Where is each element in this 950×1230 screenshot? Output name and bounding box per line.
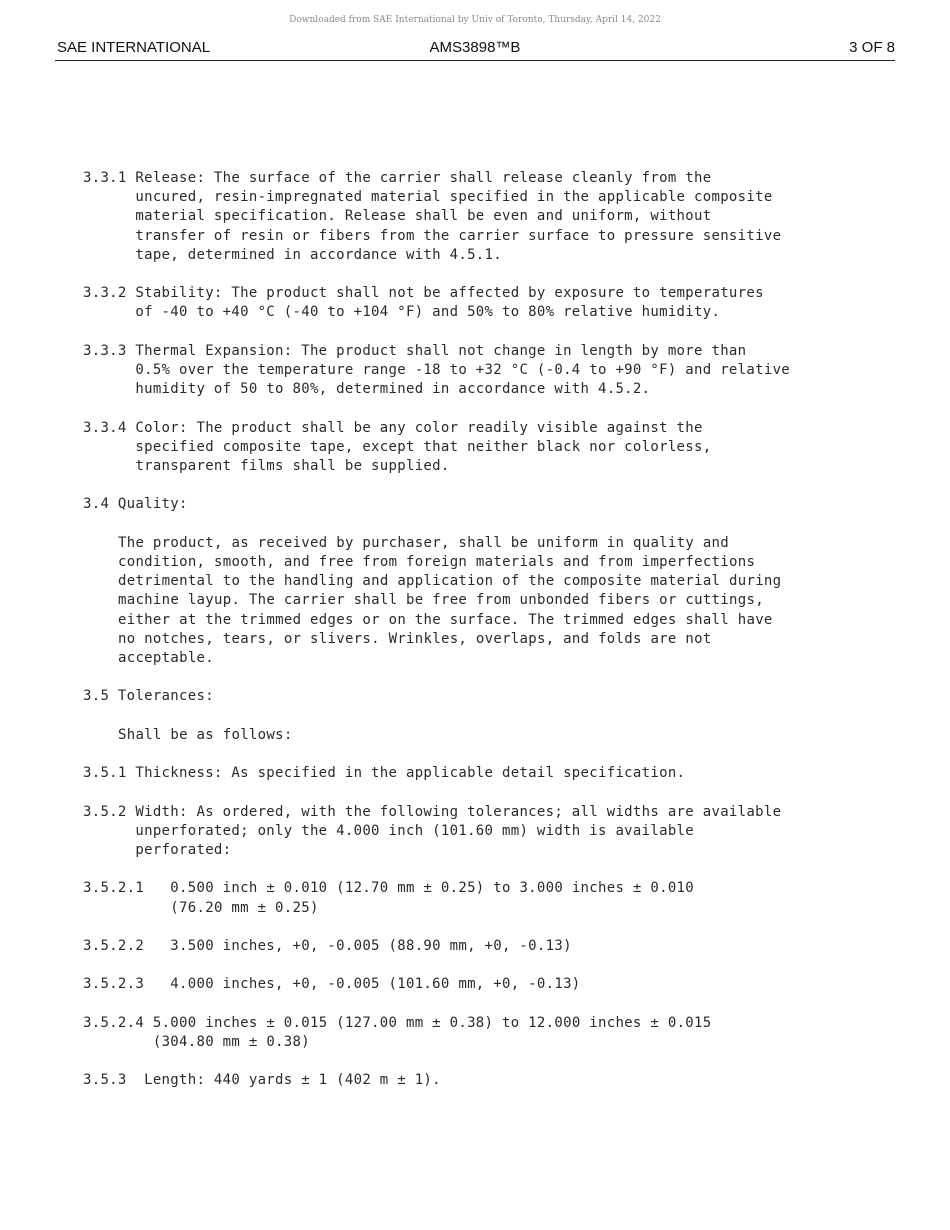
- section-line: acceptable.: [118, 650, 215, 666]
- section-3-5-3: 3.5.3 Length: 440 yards ± 1 (402 m ± 1).: [83, 1072, 441, 1089]
- section-number: 3.5.2: [83, 803, 136, 820]
- section-line: transfer of resin or fibers from the carrier surface to pressure sensitive: [135, 227, 782, 244]
- section-3-4-heading: 3.4 Quality:: [83, 496, 188, 513]
- section-line: Width: As ordered, with the following tolerances; all widths are available: [135, 803, 782, 820]
- section-line: condition, smooth, and free from foreign materials and from imperfections: [118, 553, 756, 570]
- section-line: tape, determined in accordance with 4.5.1.: [135, 246, 502, 263]
- section-line: humidity of 50 to 80%, determined in accordance with 4.5.2.: [135, 381, 651, 398]
- section-3-5-1: 3.5.1 Thickness: As specified in the applicable detail specification.: [83, 765, 686, 782]
- header-document-number: AMS3898™B: [429, 39, 521, 56]
- header-organization: SAE INTERNATIONAL: [57, 39, 211, 56]
- section-3-3-3: [83, 342, 883, 400]
- page-header: [55, 38, 895, 61]
- section-line: detrimental to the handling and application of the composite material during: [118, 573, 782, 590]
- section-line: 5.000 inches ± 0.015 (127.00 mm ± 0.38) to 12.000 inches ± 0.015: [152, 1014, 712, 1031]
- section-3-3-2: [83, 284, 883, 322]
- download-watermark: Downloaded from SAE International by Univ of Toronto, Thursday, April 14, 2022: [289, 15, 661, 25]
- section-line: 0.500 inch ± 0.010 (12.70 mm ± 0.25) to 3.000 inches ± 0.010: [170, 880, 695, 897]
- section-line: Thermal Expansion: The product shall not change in length by more than: [135, 342, 747, 359]
- section-line: Color: The product shall be any color readily visible against the: [135, 419, 703, 436]
- section-line: The product, as received by purchaser, shall be uniform in quality and: [118, 534, 730, 551]
- section-line: 0.5% over the temperature range -18 to +32 °C (-0.4 to +90 °F) and relative: [135, 362, 791, 378]
- section-line: either at the trimmed edges or on the surface. The trimmed edges shall have: [118, 611, 773, 628]
- section-number: 3.3.2: [83, 285, 136, 302]
- section-line: unperforated; only the 4.000 inch (101.60 mm) width is available: [135, 822, 695, 839]
- section-line: specified composite tape, except that neither black nor colorless,: [135, 438, 712, 455]
- section-line: uncured, resin-impregnated material specified in the applicable composite: [135, 189, 773, 206]
- section-3-5-2-2: 3.5.2.2 3.500 inches, +0, -0.005 (88.90 mm, +0, -0.13): [83, 937, 572, 954]
- section-line: perforated:: [135, 841, 232, 858]
- section-3-5-2-4: [83, 1014, 883, 1052]
- section-line: (76.20 mm ± 0.25): [170, 899, 319, 916]
- section-number: 3.5.2.1: [83, 880, 171, 897]
- section-3-3-1: [83, 169, 883, 265]
- section-line: Stability: The product shall not be affected by exposure to temperatures: [135, 285, 764, 302]
- section-line: Release: The surface of the carrier shall release cleanly from the: [135, 170, 712, 186]
- section-3-5-2: [83, 803, 883, 861]
- section-3-4-body: [83, 534, 883, 668]
- section-3-5-2-3: 3.5.2.3 4.000 inches, +0, -0.005 (101.60 mm, +0, -0.13): [83, 976, 581, 993]
- section-number: 3.5.2.4: [83, 1014, 153, 1031]
- header-page-number: 3 OF 8: [849, 39, 895, 56]
- section-3-5-2-1: [83, 879, 883, 917]
- section-3-5-body: Shall be as follows:: [118, 726, 293, 743]
- section-line: material specification. Release shall be even and uniform, without: [135, 208, 712, 225]
- section-line: machine layup. The carrier shall be free from unbonded fibers or cuttings,: [118, 592, 764, 609]
- section-line: of -40 to +40 °C (-40 to +104 °F) and 50% to 80% relative humidity.: [135, 304, 721, 321]
- section-line: (304.80 mm ± 0.38): [152, 1033, 310, 1050]
- section-number: 3.3.1: [83, 170, 136, 186]
- section-number: 3.3.4: [83, 419, 136, 436]
- section-3-5-heading: 3.5 Tolerances:: [83, 688, 214, 705]
- document-body: [83, 169, 883, 1091]
- section-line: transparent films shall be supplied.: [135, 458, 450, 474]
- section-3-3-4: [83, 419, 883, 477]
- section-line: no notches, tears, or slivers. Wrinkles, overlaps, and folds are not: [118, 630, 712, 647]
- section-number: 3.3.3: [83, 342, 136, 359]
